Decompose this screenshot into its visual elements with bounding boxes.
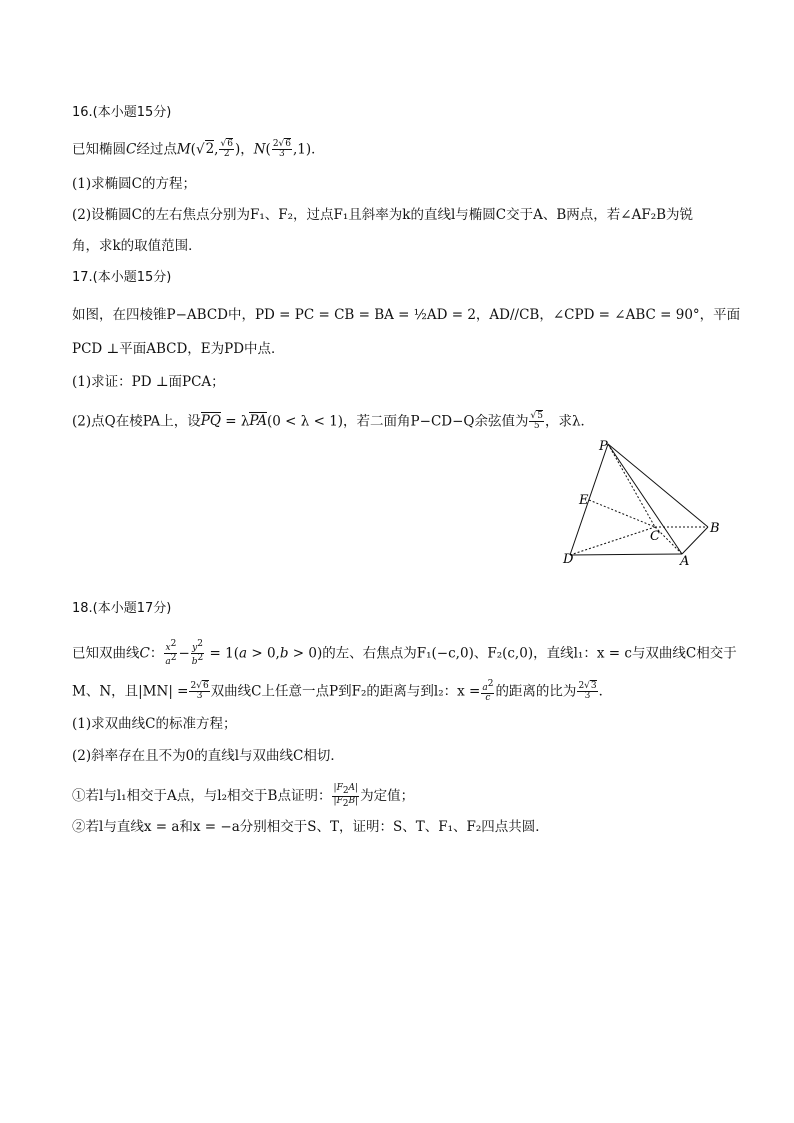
q18-text-e: 的距离的比为 (495, 683, 577, 700)
q16-period: ． (311, 141, 325, 158)
q16-header: 16.(本小题15分) (72, 105, 172, 120)
label-C: C (650, 529, 660, 544)
q16-comma: ， (240, 141, 254, 158)
q17-line2: PCD ⊥平面ABCD，E为PD中点． (72, 341, 285, 357)
q16-part2-line1: (2)设椭圆C的左右焦点分别为F₁、F₂，过点F₁且斜率为k的直线l与椭圆C交于A、B两点，若∠AF₂B为锐 (72, 207, 694, 223)
q18-part1: (1)求双曲线C的标准方程； (72, 716, 237, 732)
q18-line2: M、N，且|MN| = $\frac{2√6}{3}$ 双曲线C上任意一点P到F₂的距离与到l₂：x = $\frac{a^2}{c}$ 的距离的比为 $\frac{2√3}{3}$ ． (72, 679, 613, 704)
q17-line1: 如图，在四棱锥P−ABCD中，PD = PC = CB = BA = ½AD = 2，AD//CB，∠CPD = ∠ABC = 90°，平面 (72, 307, 741, 323)
label-E: E (579, 493, 589, 508)
q18-text-a: 已知双曲线 (72, 645, 140, 662)
q16-part2-line2: 角，求k的取值范围． (72, 238, 202, 254)
q18-part2-i-b: 为定值； (360, 788, 415, 805)
label-D: D (563, 552, 574, 567)
q18-text-d: 双曲线C上任意一点P到F₂的距离与到l₂：x = (210, 683, 481, 700)
q17-part2-a: (2)点Q在棱PA上，设 (72, 413, 201, 430)
pyramid-figure (555, 432, 735, 574)
q17-part2-c: ，求λ． (544, 413, 595, 430)
label-A: A (680, 554, 690, 569)
label-P: P (599, 439, 608, 454)
q17-header: 17.(本小题15分) (72, 270, 172, 285)
q17-part2: (2)点Q在棱PA上，设PQ = λPA(0 < λ < 1)，若二面角P−CD−Q余弦值为 $\frac{√5}{5}$ ，求λ． (72, 411, 595, 432)
q16-part1: (1)求椭圆C的方程； (72, 176, 196, 192)
q18-part2-ii: ②若l与直线x = a和x = −a分别相交于S、T，证明：S、T、F₁、F₂四点共圆． (72, 819, 549, 835)
q18-part2-i: ①若l与l₁相交于A点，与l₂相交于B点证明： $\frac{|F_2A|}{|F_2B|}$ 为定值； (72, 783, 415, 810)
q18-text-b: 的左、右焦点为F₁(−c,0)、F₂(c,0)，直线l₁：x = c与双曲线C相交于 (322, 645, 737, 662)
q16-text-a: 已知椭圆 (72, 141, 126, 158)
q18-line1: 已知双曲线C： $\frac{x^2}{a^2}$ − $\frac{y^2}{b^2}$ = 1(a > 0,b > 0)的左、右焦点为F₁(−c,0)、F₂(c,0)，直线l₁：x = c与双曲线C相交于 (72, 639, 737, 668)
q18-part2: (2)斜率存在且不为0的直线l与双曲线C相切． (72, 748, 344, 764)
q17-part1: (1)求证：PD ⊥面PCA； (72, 374, 225, 390)
q16-text-b: 经过点 (136, 141, 177, 158)
q16-line1: 已知椭圆C经过点M(√2, $\frac{√6}{2}$ )，N( $\frac{2√6}{3}$ ,1)． (72, 139, 325, 160)
q17-part2-b: (0 < λ < 1)，若二面角P−CD−Q余弦值为 (267, 413, 529, 430)
q18-part2-i-a: ①若l与l₁相交于A点，与l₂相交于B点证明： (72, 788, 332, 805)
q18-text-c: M、N，且|MN| = (72, 683, 189, 700)
label-B: B (710, 521, 720, 536)
q18-header: 18.(本小题17分) (72, 601, 172, 616)
q18-text-f: ． (598, 683, 613, 700)
